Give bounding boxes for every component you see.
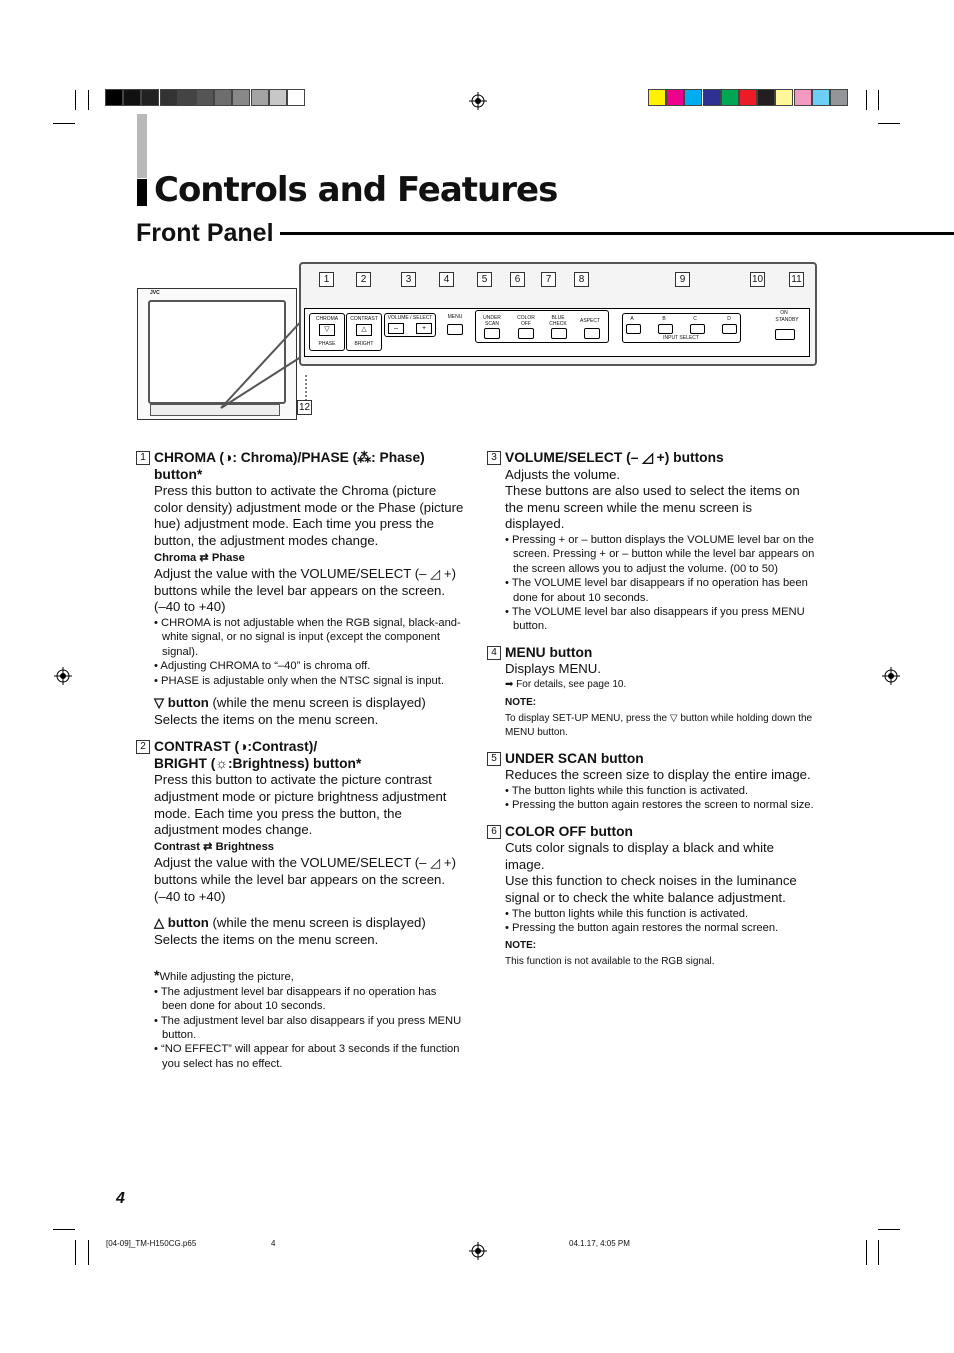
- color-swatch: [703, 89, 721, 106]
- crop-mark: [88, 90, 89, 110]
- button-description: Selects the items on the menu screen.: [154, 931, 379, 947]
- left-column: [140, 450, 464, 1071]
- phase-label: PHASE: [318, 341, 336, 347]
- color-swatch: [830, 89, 848, 106]
- callout-number: 6: [510, 272, 525, 287]
- under-scan-button[interactable]: [484, 328, 500, 339]
- bright-label: BRIGHT: [354, 341, 374, 347]
- menu-button[interactable]: [447, 324, 463, 335]
- panel-strip: [304, 308, 810, 357]
- crop-mark: [878, 1240, 879, 1265]
- registration-mark-icon: [54, 667, 72, 685]
- bullet-item: • The VOLUME level bar also disappears if you press MENU button.: [505, 605, 815, 634]
- item-volume-select: [491, 450, 815, 634]
- footer-date: 04.1.17, 4:05 PM: [569, 1239, 630, 1248]
- button-condition: (while the menu screen is displayed): [208, 915, 426, 931]
- blue-check-label: BLUE CHECK: [549, 315, 567, 327]
- color-swatch: [794, 89, 812, 106]
- note-text: This function is not available to the RGB signal.: [505, 955, 715, 967]
- input-a-button[interactable]: [626, 324, 641, 334]
- button-condition: (while the menu screen is displayed): [208, 694, 426, 710]
- item-title-line2: BRIGHT (☼:Brightness) button*: [154, 755, 362, 771]
- color-swatch: [269, 89, 287, 106]
- item-number: 6: [487, 825, 501, 839]
- bullet-list: [505, 907, 815, 936]
- chroma-phase-button[interactable]: ▽: [319, 324, 335, 336]
- item-number: 5: [487, 752, 501, 766]
- page-reference: ➡ For details, see page 10.: [505, 679, 627, 690]
- volume-select-label: VOLUME / SELECT: [387, 315, 433, 321]
- callout-number: 10: [751, 274, 764, 285]
- chroma-phase-group: [309, 313, 345, 351]
- range-text: (–40 to +40): [154, 888, 226, 904]
- footnote-star: *: [154, 967, 160, 984]
- on-label: ON: [780, 310, 788, 316]
- input-d-label: D: [727, 316, 731, 322]
- color-swatch: [251, 89, 269, 106]
- bullet-item: • “NO EFFECT” will appear for about 3 seconds if the function you select has no effect.: [154, 1042, 464, 1071]
- footer-page: 4: [271, 1239, 276, 1248]
- title-marker: [137, 179, 147, 206]
- callout-number: 3: [401, 272, 416, 287]
- item-title: UNDER SCAN button: [505, 750, 644, 766]
- crop-mark: [53, 123, 75, 124]
- color-swatch: [232, 89, 250, 106]
- front-panel-diagram: [136, 260, 816, 420]
- footnote: [154, 968, 464, 1071]
- brand-logo: JVC: [150, 290, 160, 296]
- item-title: CHROMA (◑: Chroma)/PHASE (⁂: Phase) button*: [154, 450, 425, 482]
- color-swatch: [196, 89, 214, 106]
- item-under-scan: [491, 750, 815, 813]
- right-column: [491, 450, 815, 969]
- registration-mark-icon: [469, 1242, 487, 1260]
- mode-sequence: Chroma ⇄ Phase: [154, 551, 245, 564]
- note-label: NOTE:: [505, 697, 537, 708]
- section-tab: [137, 114, 147, 178]
- section-rule: [280, 232, 954, 235]
- contrast-bright-group: [346, 313, 382, 351]
- item-description: Adjusts the volume.: [505, 466, 621, 482]
- color-swatch: [812, 89, 830, 106]
- color-swatch: [775, 89, 793, 106]
- input-a-label: A: [630, 316, 634, 322]
- color-swatch: [721, 89, 739, 106]
- standby-button[interactable]: [775, 329, 795, 340]
- item-number: 2: [136, 740, 150, 754]
- volume-minus-button[interactable]: –: [388, 323, 404, 334]
- crop-mark: [75, 1240, 76, 1265]
- callout-number: 9: [675, 272, 690, 287]
- callout-number: 12: [298, 402, 311, 413]
- callout-number: 4: [439, 272, 454, 287]
- registration-mark-icon: [469, 92, 487, 110]
- input-c-button[interactable]: [690, 324, 705, 334]
- bullet-item: • Pressing + or – button displays the VOLUME level bar on the screen. Pressing + or – button while the level bar appears on the screen allows you to adjust the volume. (00 to 50): [505, 533, 815, 576]
- item-description-2: Use this function to check noises in the luminance signal or to check the white balance adjustment.: [505, 873, 797, 905]
- note-text: To display SET-UP MENU, press the ▽ button while holding down the MENU button.: [505, 712, 813, 738]
- blue-check-button[interactable]: [551, 328, 567, 339]
- color-swatch: [141, 89, 159, 106]
- range-text: (–40 to +40): [154, 599, 226, 615]
- section-heading: Front Panel: [136, 219, 274, 247]
- crop-mark: [878, 90, 879, 110]
- standby-label: STANDBY: [775, 317, 799, 323]
- item-number: 3: [487, 451, 501, 465]
- note-label: NOTE:: [505, 940, 537, 952]
- input-d-button[interactable]: [722, 324, 737, 334]
- menu-label: MENU: [447, 314, 463, 320]
- item-description: Reduces the screen size to display the entire image.: [505, 767, 811, 783]
- item-description: Press this button to activate the picture contrast adjustment mode or picture brightness adjustment mode. Each time you press the button, the adjustment modes change.: [154, 772, 447, 838]
- callout-number: 8: [574, 272, 589, 287]
- crop-mark: [75, 90, 76, 110]
- item-number: 1: [136, 451, 150, 465]
- input-select-label: INPUT SELECT: [663, 335, 699, 341]
- bullet-list: [505, 784, 815, 813]
- page-title: Controls and Features: [154, 170, 558, 210]
- bullet-item: • Pressing the button again restores the normal screen.: [505, 921, 815, 935]
- button-description: Selects the items on the menu screen.: [154, 711, 379, 727]
- footnote-bullets: [154, 985, 464, 1071]
- color-off-label: COLOR OFF: [517, 315, 535, 327]
- item-description: Cuts color signals to display a black and white image.: [505, 840, 775, 872]
- footnote-lead: While adjusting the picture,: [159, 971, 294, 984]
- color-swatch: [757, 89, 775, 106]
- color-swatch: [287, 89, 305, 106]
- crop-mark: [878, 123, 900, 124]
- bullet-item: • Adjusting CHROMA to “–40” is chroma off.: [154, 659, 464, 673]
- under-scan-label: UNDER SCAN: [483, 315, 501, 327]
- input-select-group: [622, 313, 741, 343]
- crop-mark: [866, 1240, 867, 1265]
- page-number: 4: [116, 1190, 125, 1207]
- item-menu: [491, 644, 815, 740]
- bullet-item: • The adjustment level bar disappears if no operation has been done for about 10 seconds.: [154, 985, 464, 1014]
- color-swatch: [105, 89, 123, 106]
- input-b-label: B: [662, 316, 666, 322]
- item-color-off: [491, 823, 815, 969]
- color-swatch: [214, 89, 232, 106]
- adjust-text: Adjust the value with the VOLUME/SELECT (– ◿ +) buttons while the level bar appears on the screen.: [154, 855, 456, 887]
- input-c-label: C: [693, 316, 697, 322]
- color-off-button[interactable]: [518, 328, 534, 339]
- bullet-list: [505, 533, 815, 634]
- item-description: Displays MENU.: [505, 661, 601, 677]
- adjust-text: Adjust the value with the VOLUME/SELECT (– ◿ +) buttons while the level bar appears on the screen.: [154, 566, 456, 598]
- footer-file: [04-09]_TM-H150CG.p65: [106, 1239, 197, 1248]
- item-title: MENU button: [505, 644, 593, 660]
- item-description-2: These buttons are also used to select the items on the menu screen while the menu screen is displayed.: [505, 483, 800, 532]
- crop-mark: [878, 1229, 900, 1230]
- mode-sequence: Contrast ⇄ Brightness: [154, 840, 275, 853]
- item-title: CONTRAST (◑:Contrast)/: [154, 739, 318, 755]
- item-title: VOLUME/SELECT (– ◿ +) buttons: [505, 450, 724, 465]
- color-swatch: [739, 89, 757, 106]
- crop-mark: [866, 90, 867, 110]
- item-contrast-bright: [140, 739, 464, 948]
- volume-plus-button[interactable]: +: [416, 323, 432, 334]
- picture-function-group: [475, 310, 609, 343]
- aspect-label: ASPECT: [579, 318, 600, 324]
- crop-mark: [53, 1229, 75, 1230]
- contrast-bright-button[interactable]: △: [356, 324, 372, 336]
- callout-number: 5: [477, 272, 492, 287]
- button-title: △ button: [154, 915, 209, 931]
- item-description: Press this button to activate the Chroma (picture color density) adjustment mode or the Phase (picture hue) adjustment mode. Each time you press the button, the adjustment modes change.: [154, 483, 464, 548]
- bullet-item: • Pressing the button again restores the screen to normal size.: [505, 798, 815, 812]
- registration-mark-icon: [882, 667, 900, 685]
- chroma-label: CHROMA: [315, 316, 339, 322]
- color-swatch: [648, 89, 666, 106]
- bullet-item: • PHASE is adjustable only when the NTSC signal is input.: [154, 674, 464, 688]
- color-swatch: [666, 89, 684, 106]
- bullet-item: • The VOLUME level bar disappears if no operation has been done for about 10 seconds.: [505, 576, 815, 605]
- bullet-item: • The adjustment level bar also disappears if you press MENU button.: [154, 1014, 464, 1043]
- color-swatch: [160, 89, 178, 106]
- callout-number: 7: [541, 272, 556, 287]
- color-swatch: [178, 89, 196, 106]
- bullet-item: • The button lights while this function is activated.: [505, 784, 815, 798]
- item-number: 4: [487, 646, 501, 660]
- button-title: ▽ button: [154, 694, 209, 710]
- volume-select-group: [384, 313, 436, 337]
- color-swatch: [684, 89, 702, 106]
- bullet-item: • The button lights while this function is activated.: [505, 907, 815, 921]
- input-b-button[interactable]: [658, 324, 673, 334]
- callout-number: 2: [356, 272, 371, 287]
- color-swatch: [123, 89, 141, 106]
- contrast-label: CONTRAST: [350, 316, 378, 322]
- callout-number: 1: [319, 272, 334, 287]
- aspect-button[interactable]: [584, 328, 600, 339]
- item-chroma-phase: [140, 450, 464, 728]
- crop-mark: [88, 1240, 89, 1265]
- item-title: COLOR OFF button: [505, 823, 633, 839]
- bullet-list: [154, 616, 464, 688]
- bullet-item: • CHROMA is not adjustable when the RGB signal, black-and-white signal, or no signal is input (except the component signal).: [154, 616, 464, 659]
- panel-enlargement: [299, 262, 817, 366]
- callout-number: 11: [789, 272, 804, 287]
